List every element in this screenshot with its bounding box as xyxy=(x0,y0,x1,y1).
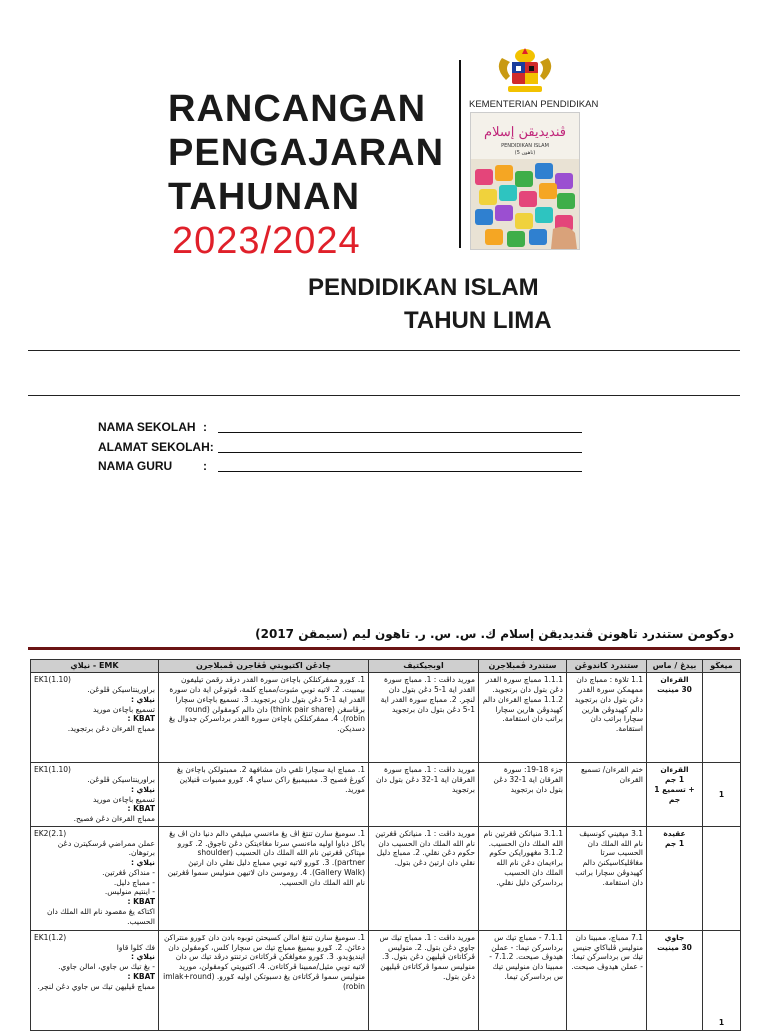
cell-bidang xyxy=(647,826,703,930)
cell-bidang xyxy=(647,763,703,827)
cell-aktiviti: 1. ممباچ اية سچارا تلقي دان مشافهة 2. ممبتولكن باچاءن يڠ كورڠ فصيح 3. ممبيمبيڠ راكن سباي 4. ݢورو ممبوات ڤنيلاين موريد. xyxy=(159,763,369,827)
emk-line: تسميع باچاءن موريد xyxy=(92,794,155,804)
divider-line-2 xyxy=(28,395,740,396)
cell-emk xyxy=(31,763,159,827)
teacher-name-colon: : xyxy=(203,459,207,473)
emk-line: KBAT : xyxy=(127,971,155,981)
ministry-label: KEMENTERIAN PENDIDIKAN xyxy=(469,99,599,110)
document-heading: دوكومن ستندرد تاهونن ڤنديديقن إسلام ك. س. س. ر. تاهون ليم (سيمقن 2017) xyxy=(255,627,734,641)
emk-line: اكتاكه يڠ مقصود نام الله الملك دان الحسيب. xyxy=(46,906,155,926)
bidang-line: + تسميع 1 جم xyxy=(654,784,695,804)
emk-line: - منداكن ڤڠرتين. xyxy=(102,867,155,877)
teacher-name-field[interactable] xyxy=(218,459,582,472)
school-address-field[interactable] xyxy=(218,440,582,453)
bidang-line: القرءان xyxy=(660,765,689,775)
cell-minggu xyxy=(703,673,741,763)
academic-year: 2023/2024 xyxy=(172,220,361,262)
emk-line: تسميع باچاءن موريد xyxy=(92,704,155,714)
title-line-2: PENGAJARAN xyxy=(168,132,445,174)
table-header-row xyxy=(31,660,741,673)
emk-line: EK1(1.2) xyxy=(34,932,67,942)
header-objektif: اوبجيكتيف xyxy=(369,660,479,673)
cell-minggu xyxy=(703,826,741,930)
school-address-label: ALAMAT SEKOLAH: xyxy=(98,440,214,454)
emk-line: - ممباچ دليل. xyxy=(113,877,155,887)
cell-emk xyxy=(31,826,159,930)
table-row xyxy=(31,673,741,763)
table-row xyxy=(31,826,741,930)
cell-aktiviti: 1. ݢورو ممڤرکنلکن باچاءن سورة القدر درڤد رقمن تيليفون بيمبيت. 2. لاتيه توبي مثبوت/ممباچ كلمة، ڤوتوڠن اية دان سورة القدر اية 1-5 دڠن بتول دان برتجويد. 3. تسميع باچاءن سچارا برڤاسڠن (think pair share) دان دالم كومڤولن (round robin). 4. ممڤرکنلکن باچاءن سورة القدر برداسركن جدوال يڠ دسديكن. xyxy=(159,673,369,763)
cell-kandungan: ختم القرءان/ تسميع القرءان xyxy=(567,763,647,827)
cell-pembelajaran: 7.1.1 - ممباچ تيك س برداسركن تيما: - عملن هيدوڤ صيحت. 7.1.2 - ممبينا دان منوليس تيك س برداسركن تيما. xyxy=(479,930,567,1030)
header-kandungan: ستندرد كاندوڠن xyxy=(567,660,647,673)
cell-objektif: موريد داڤت : 1. ممباچ سورة الفرقان اية 1-32 دڠن بتول دان برتجويد xyxy=(369,763,479,827)
emk-line: KBAT : xyxy=(127,897,155,907)
emk-line: EK1(1.10) xyxy=(34,765,71,775)
subject-grade: TAHUN LIMA xyxy=(404,307,552,334)
emk-line: عملن ممراضي ڤرسكيترن دڠن برتوهان. xyxy=(57,838,155,858)
emk-line: براورينتاسيكن ڤلوڠن. xyxy=(87,685,155,695)
cell-aktiviti: 1. سومبڠ سارن تنتڠ امالن كسيحتن توبوه بادن دان ݢورو منتراكن دعائڽ. 2. ݢورو بيمبيڠ ممباچ تيك س سچارا كلس، كومڤولن دان اينديۏيدو. 3. ݢورو مغولڠكن ڤركاتاءن ترتنتو درڤد تيك س دان لاتيه توبي مثيل/ممبينا ڤركاتاءن. 4. اكتيويتي كومڤولن، موريد منوليس سموا ڤركاتاءن يڠ دسبوتكن اوليه ݢورو. (imlak+round robin) xyxy=(159,930,369,1030)
cell-emk xyxy=(31,930,159,1030)
lesson-plan-table xyxy=(30,659,741,1031)
emk-line: EK1(1.10) xyxy=(34,675,71,685)
emk-line: نيلاي : xyxy=(130,858,155,868)
header-emk: EMK - نيلاي xyxy=(31,660,159,673)
bidang-line: جاوي xyxy=(664,932,685,942)
cell-objektif: موريد داڤت : 1. ممباچ تيك س جاوي دڠن بتول. 2. منوليس ڤركاتاءن ڤيليهن دڠن بتول. 3. منوليس سموا ڤركاتاءن ڤيليهن دڠن بتول. xyxy=(369,930,479,1030)
subject-title: PENDIDIKAN ISLAM xyxy=(308,274,539,301)
emk-line: نيلاي : xyxy=(130,952,155,962)
table-row xyxy=(31,763,741,827)
textbook-cover xyxy=(470,112,580,250)
bidang-line: 30 مينيت xyxy=(657,942,692,952)
emk-line: نيلاي : xyxy=(130,694,155,704)
header-pembelajaran: ستندرد ڤمبلاجرن xyxy=(479,660,567,673)
school-name-colon: : xyxy=(203,420,207,434)
emk-line: ممباچ القرءان دڠن فصيح. xyxy=(73,814,155,824)
cell-pembelajaran: جزء 18-19: سورة الفرقان اية 1-32 دڠن بتول دان برتجويد xyxy=(479,763,567,827)
cell-kandungan: 1.1 تلاوة : ممباچ دان ممهمكن سورة القدر دڠن بتول دان برتجويد دالم كهيدوڤن هارين سچارا براتب دان استقامة. xyxy=(567,673,647,763)
book-title-jawi: ڤنديديقن إسلام xyxy=(484,125,566,140)
emk-line: براورينتاسيكن ڤلوڠن. xyxy=(87,775,155,785)
heading-rule xyxy=(28,647,740,650)
title-line-3: TAHUNAN xyxy=(168,176,361,218)
cell-kandungan: 7.1 ممباچ، ممبينا دان منوليس ڤلباكاي جنيس تيك س برداسركن تيما: - عملن هيدوڤ صيحت. xyxy=(567,930,647,1030)
header-bidang: بيدڠ / ماس xyxy=(647,660,703,673)
book-subtitle: PENDIDIKAN ISLAM xyxy=(501,143,549,149)
cell-bidang xyxy=(647,930,703,1030)
school-name-label: NAMA SEKOLAH xyxy=(98,420,196,434)
title-divider xyxy=(459,60,461,248)
header-minggu: ميغڬو xyxy=(703,660,741,673)
emk-line: - بڠ تيك س جاوي، امالن جاوي. xyxy=(58,962,155,972)
cell-aktiviti: 1. سومبڠ سارن تنتڠ اڤ يڠ ماءنسي ميليقي دالم دنيا دان اڤ يڠ باكل دباوا اوليه ماءنسي سرتا مڠاءيتكن دڠن تاجوق. 2. ݢورو مڽتاكن ڤڠرتين نام الله الملك دان الحسيب (shoulder partner). 3. ݢورو لاتيه توبي ممباچ دليل نقلي دان ارتيڽ (Gallery Walk). 4. روموسن دان لاتيهن منوليس سموا ڤڠرتين نام الله الملك دان الحسيب. xyxy=(159,826,369,930)
emk-line: نيلاي : xyxy=(130,784,155,794)
bidang-line: 1 جم xyxy=(664,838,685,848)
cell-minggu: 1 xyxy=(703,763,741,827)
bidang-line: 30 مينيت xyxy=(657,685,692,695)
puzzle-illustration-icon xyxy=(471,159,579,249)
emk-line: فك كلوا قاوا xyxy=(116,942,155,952)
cell-objektif: موريد داڤت : 1. ممباچ سورة القدر اية 1-5 دڠن بتول دان لنچر. 2. ممباچ سورة القدر اية 1-5 دڠن بتول دان برتجويد xyxy=(369,673,479,763)
bidang-line: عقيدة xyxy=(663,828,686,838)
emk-line: KBAT : xyxy=(127,804,155,814)
government-crest-icon xyxy=(490,44,560,96)
cell-pembelajaran: 1.1.1 ممباچ سورة القدر دڠن بتول دان برتجويد. 1.1.2 ممباچ القرءان دالم كهيدوڤن هارين سچارا براتب دان استقامة. xyxy=(479,673,567,763)
bidang-line: القرءان xyxy=(660,675,689,685)
header-aktiviti: چادڠن اكتيويتي ڤڠاجرن ڤمبلاجرن xyxy=(159,660,369,673)
emk-line: ممباچ ڤيليهن تيك س جاوي دڠن لنچر. xyxy=(37,981,155,991)
cell-objektif: موريد داڤت : 1. منياتكن ڤڠرتين نام الله الملك دان الحسيب دان حكوم دڠن نقلي. 2. ممباچ دليل نقلي دان ارتيڽ دڠن بتول. xyxy=(369,826,479,930)
cell-kandungan: 3.1 مڽقيني كونسيڤ نام الله الملك دان الحسيب سرتا مڠاڤليكاسيكنڽ دالم كهيدوڤن سچارا براتب دان استقامة. xyxy=(567,826,647,930)
emk-line: KBAT : xyxy=(127,714,155,724)
book-grade: (تاهون 5) xyxy=(514,150,536,156)
school-name-field[interactable] xyxy=(218,420,582,433)
bidang-line: 1 جم xyxy=(664,775,685,785)
title-line-1: RANCANGAN xyxy=(168,88,427,130)
cell-minggu: 1 xyxy=(703,930,741,1030)
divider-line-1 xyxy=(28,350,740,351)
emk-line: EK2(2.1) xyxy=(34,828,67,838)
table-row xyxy=(31,930,741,1030)
cell-pembelajaran: 3.1.1 منياتكن ڤڠرتين نام الله الملك دان الحسيب. 3.1.2 مڠهورايكن حكوم براءيمان دڠن نام الله الملك دان الحسيب برداسركن دليل نقلي. xyxy=(479,826,567,930)
teacher-name-label: NAMA GURU xyxy=(98,459,173,473)
cell-bidang xyxy=(647,673,703,763)
emk-line: ممباچ القرءان دڠن برتجويد. xyxy=(67,724,155,734)
cell-emk xyxy=(31,673,159,763)
emk-line: - اينتيم منوليس. xyxy=(104,887,155,897)
